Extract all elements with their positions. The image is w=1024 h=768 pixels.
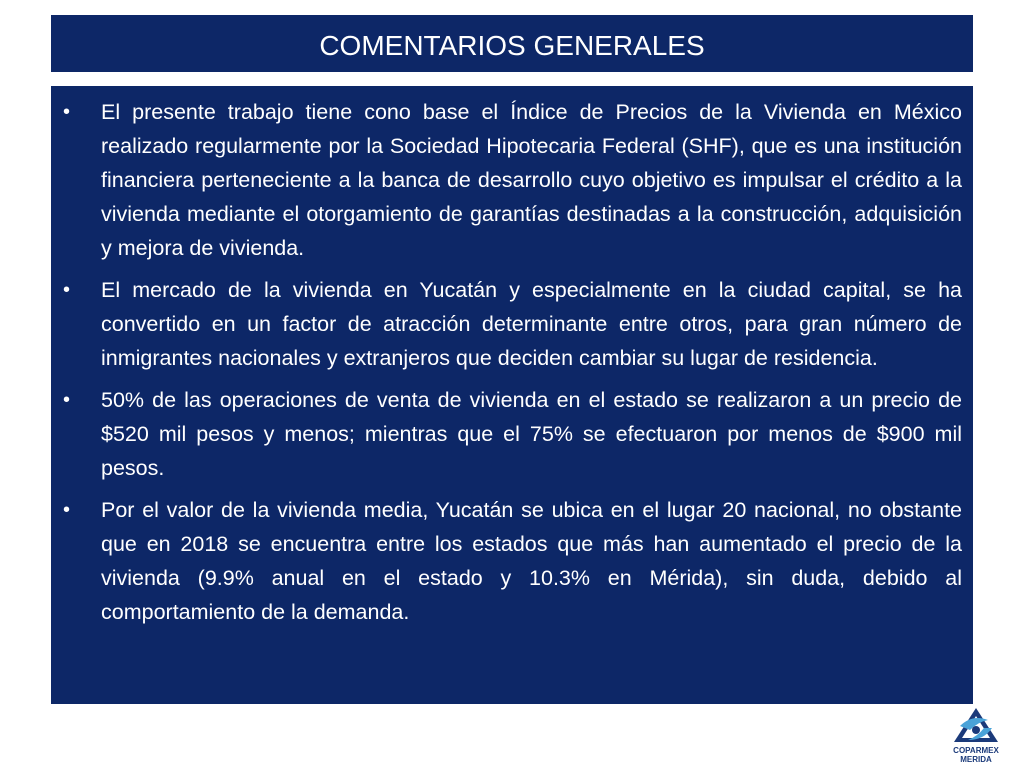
content-panel — [51, 86, 973, 704]
bullet-item — [63, 95, 962, 265]
bullet-marker: • — [63, 101, 71, 123]
bullet-marker: • — [63, 499, 71, 521]
bullet-item — [63, 383, 962, 485]
logo-text-line2: MERIDA — [960, 755, 992, 764]
slide-title: COMENTARIOS GENERALES — [319, 29, 705, 61]
bullet-list — [63, 95, 962, 629]
bullet-item — [63, 493, 962, 629]
logo-text-line1: COPARMEX — [953, 746, 999, 755]
bullet-item — [63, 273, 962, 375]
slide-title-bar — [51, 15, 973, 72]
coparmex-logo-icon — [938, 706, 1014, 744]
bullet-text: El mercado de la vivienda en Yucatán y especialmente en la ciudad capital, se ha convertido en un factor de atracción determinante entre otros, para gran número de inmigrantes nacionales y extranjeros que deciden cambiar su lugar de residencia. — [101, 278, 962, 370]
bullet-text: 50% de las operaciones de venta de vivienda en el estado se realizaron a un precio de $520 mil pesos y menos; mientras que el 75% se efectuaron por menos de $900 mil pesos. — [101, 388, 962, 480]
bullet-text: El presente trabajo tiene cono base el Índice de Precios de la Vivienda en México realizado regularmente por la Sociedad Hipotecaria Federal (SHF), que es una institución financiera perteneciente a la banca de desarrollo cuyo objetivo es impulsar el crédito a la vivienda mediante el otorgamiento de garantías destinadas a la construcción, adquisición y mejora de vivienda. — [101, 100, 962, 260]
bullet-text: Por el valor de la vivienda media, Yucatán se ubica en el lugar 20 nacional, no obstante que en 2018 se encuentra entre los estados que más han aumentado el precio de la vivienda (9.9% anual en el estado y 10.3% en Mérida), sin duda, debido al comportamiento de la demanda. — [101, 498, 962, 624]
bullet-marker: • — [63, 279, 71, 301]
coparmex-logo — [938, 706, 1014, 764]
bullet-marker: • — [63, 389, 71, 411]
